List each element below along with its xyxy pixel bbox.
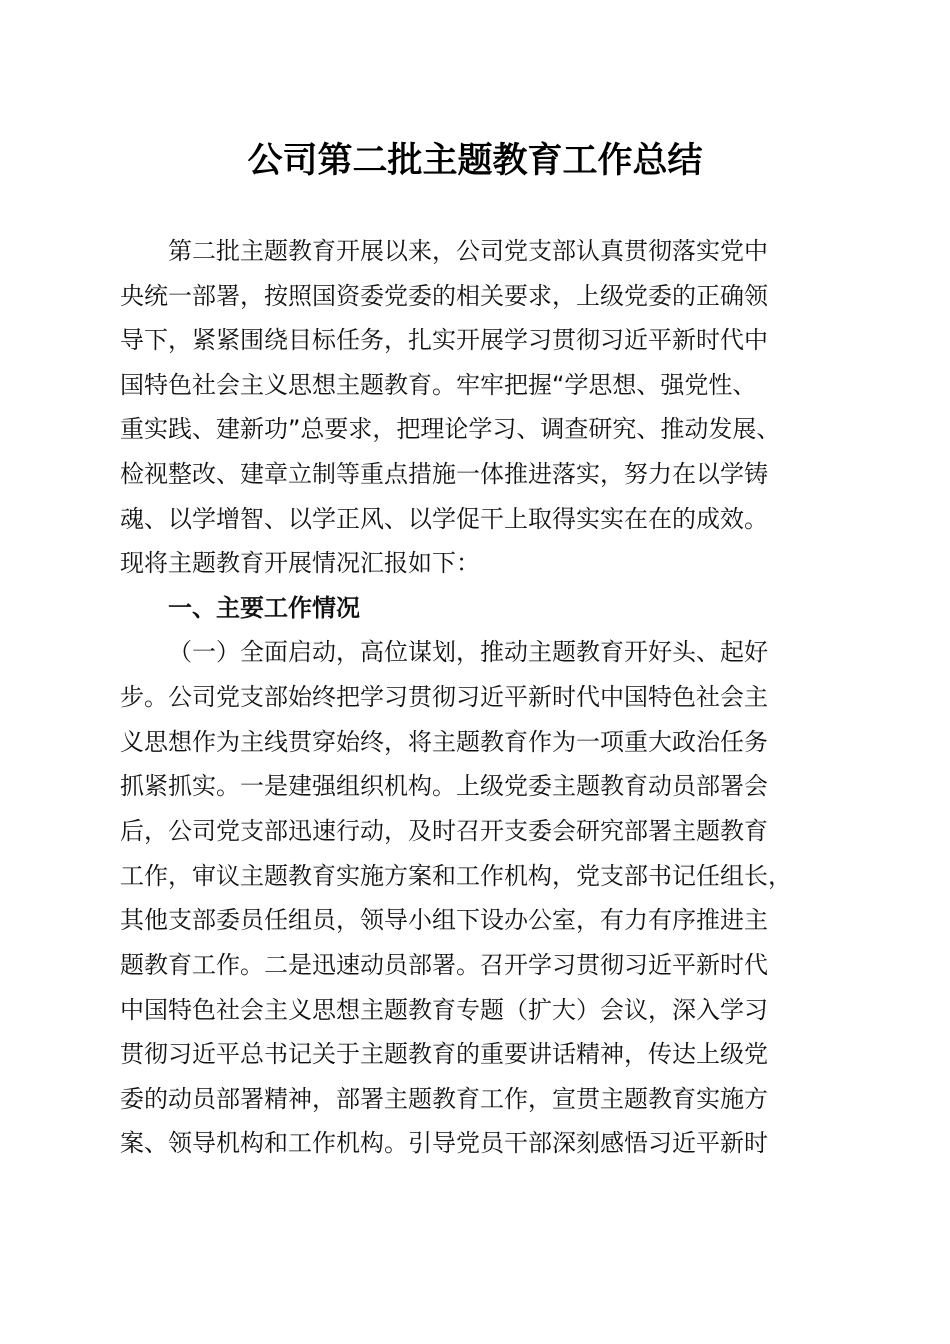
paragraph-line: 题教育工作。二是迅速动员部署。召开学习贯彻习近平新时代 bbox=[120, 951, 768, 979]
paragraph-line: 导下，紧紧围绕目标任务，扎实开展学习贯彻习近平新时代中 bbox=[120, 326, 768, 354]
paragraph-line: 第二批主题教育开展以来，公司党支部认真贯彻落实党中 bbox=[168, 237, 768, 265]
paragraph-line: 后，公司党支部迅速行动，及时召开支委会研究部署主题教育 bbox=[120, 817, 768, 845]
paragraph-line: 其他支部委员任组员，领导小组下设办公室，有力有序推进主 bbox=[120, 906, 768, 934]
paragraph-line: 中国特色社会主义思想主题教育专题（扩大）会议，深入学习 bbox=[120, 996, 768, 1024]
paragraph-line: 步。公司党支部始终把学习贯彻习近平新时代中国特色社会主 bbox=[120, 683, 768, 711]
document-title: 公司第二批主题教育工作总结 bbox=[247, 140, 703, 181]
paragraph-line: 魂、以学增智、以学正风、以学促干上取得实实在在的成效。 bbox=[120, 505, 768, 533]
paragraph-line: 案、领导机构和工作机构。引导党员干部深刻感悟习近平新时 bbox=[120, 1129, 768, 1157]
paragraph-line: 工作，审议主题教育实施方案和工作机构，党支部书记任组长， bbox=[120, 862, 792, 890]
paragraph-line: 委的动员部署精神，部署主题教育工作，宣贯主题教育实施方 bbox=[120, 1085, 768, 1113]
paragraph-line: 义思想作为主线贯穿始终，将主题教育作为一项重大政治任务 bbox=[120, 728, 768, 756]
paragraph-line: 检视整改、建章立制等重点措施一体推进落实，努力在以学铸 bbox=[120, 460, 768, 488]
paragraph-line: 抓紧抓实。一是建强组织机构。上级党委主题教育动员部署会 bbox=[120, 772, 768, 800]
paragraph-line: 现将主题教育开展情况汇报如下： bbox=[120, 549, 480, 577]
paragraph-line: （一）全面启动，高位谋划，推动主题教育开好头、起好 bbox=[168, 638, 768, 666]
paragraph-line: 贯彻习近平总书记关于主题教育的重要讲话精神，传达上级党 bbox=[120, 1040, 768, 1068]
paragraph-line: 央统一部署，按照国资委党委的相关要求，上级党委的正确领 bbox=[120, 282, 768, 310]
paragraph-line: 重实践、建新功”总要求，把理论学习、调查研究、推动发展、 bbox=[120, 415, 781, 443]
paragraph-line: 国特色社会主义思想主题教育。牢牢把握“学思想、强党性、 bbox=[120, 371, 757, 399]
section-heading: 一、主要工作情况 bbox=[168, 594, 360, 622]
